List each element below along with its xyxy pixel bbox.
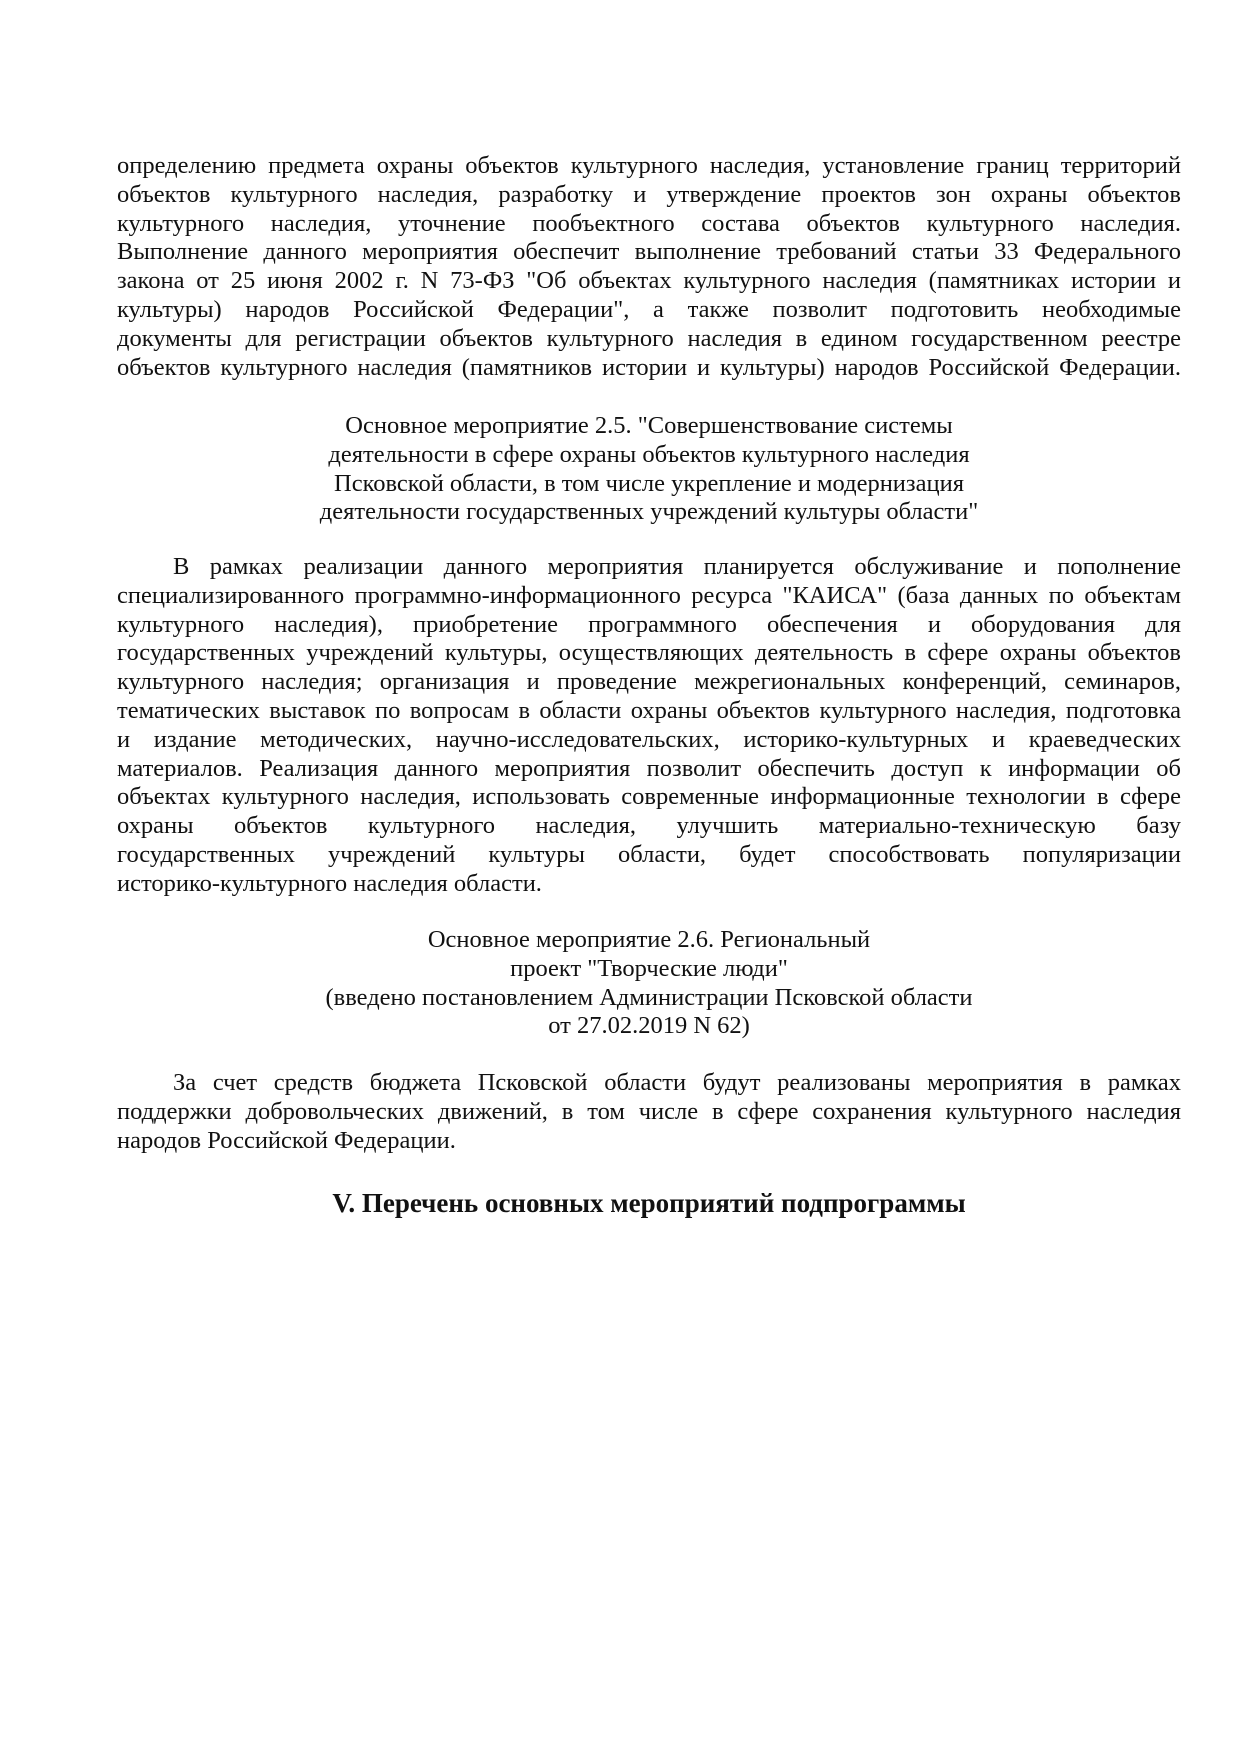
text-line: В рамках реализации данного мероприятия планируется обслуживание и пополнение bbox=[173, 553, 1181, 580]
text-line: документы для регистрации объектов культурного наследия в едином государственном реестре bbox=[117, 324, 1181, 352]
text-line: материалов. Реализация данного мероприятия позволит обеспечить доступ к информации об bbox=[117, 754, 1181, 782]
heading-measure-2-5 bbox=[117, 412, 1181, 527]
text-line: культурного наследия), приобретение программного обеспечения и оборудования для bbox=[117, 610, 1181, 638]
text-line: За счет средств бюджета Псковской области будут реализованы мероприятия в рамках bbox=[173, 1069, 1181, 1096]
text-line: тематических выставок по вопросам в области охраны объектов культурного наследия, подготовка bbox=[117, 696, 1181, 724]
heading-line: от 27.02.2019 N 62) bbox=[548, 1012, 750, 1040]
paragraph-3 bbox=[117, 1069, 1181, 1155]
text-line: определению предмета охраны объектов культурного наследия, установление границ территорий bbox=[117, 152, 1181, 179]
heading-measure-2-6 bbox=[117, 926, 1181, 1041]
heading-line: Псковской области, в том числе укрепление и модернизация bbox=[334, 469, 964, 497]
text-line: народов Российской Федерации. bbox=[117, 1126, 456, 1154]
text-line: государственных учреждений культуры, осуществляющих деятельность в сфере охраны объектов bbox=[117, 639, 1181, 667]
text-line: объектов культурного наследия, разработку и утверждение проектов зон охраны объектов bbox=[117, 180, 1181, 208]
heading-line: деятельности государственных учреждений культуры области" bbox=[319, 498, 979, 526]
heading-line: (введено постановлением Администрации Псковской области bbox=[325, 983, 973, 1011]
text-line: объектах культурного наследия, использовать современные информационные технологии в сфере bbox=[117, 783, 1181, 811]
text-line: объектов культурного наследия (памятников истории и культуры) народов Российской Федерации. bbox=[117, 353, 1181, 381]
paragraph-2 bbox=[117, 553, 1181, 899]
text-line: культурного наследия, уточнение пообъектного состава объектов культурного наследия. bbox=[117, 209, 1181, 237]
text-line: и издание методических, научно-исследовательских, историко-культурных и краеведческих bbox=[117, 725, 1181, 753]
heading-line: Основное мероприятие 2.5. "Совершенствование системы bbox=[345, 412, 953, 439]
text-line: поддержки добровольческих движений, в том числе в сфере сохранения культурного наследия bbox=[117, 1097, 1181, 1125]
paragraph-1 bbox=[117, 152, 1181, 382]
heading-line: Основное мероприятие 2.6. Региональный bbox=[427, 926, 871, 953]
text-line: культуры) народов Российской Федерации", а также позволит подготовить необходимые bbox=[117, 295, 1181, 323]
heading-line: проект "Творческие люди" bbox=[510, 954, 788, 982]
text-line: культурного наследия; организация и проведение межрегиональных конференций, семинаров, bbox=[117, 668, 1181, 696]
text-line: закона от 25 июня 2002 г. N 73-ФЗ "Об объектах культурного наследия (памятниках истории и bbox=[117, 267, 1181, 295]
text-line: государственных учреждений культуры области, будет способствовать популяризации bbox=[117, 840, 1181, 868]
text-line: охраны объектов культурного наследия, улучшить материально-техническую базу bbox=[117, 812, 1181, 840]
section-heading: V. Перечень основных мероприятий подпрограммы bbox=[332, 1188, 966, 1218]
text-line: историко-культурного наследия области. bbox=[117, 869, 542, 897]
heading-line: деятельности в сфере охраны объектов культурного наследия bbox=[328, 440, 970, 468]
text-line: Выполнение данного мероприятия обеспечит выполнение требований статьи 33 Федерального bbox=[117, 238, 1181, 266]
text-line: специализированного программно-информационного ресурса "КАИСА" (база данных по объектам bbox=[117, 581, 1181, 609]
